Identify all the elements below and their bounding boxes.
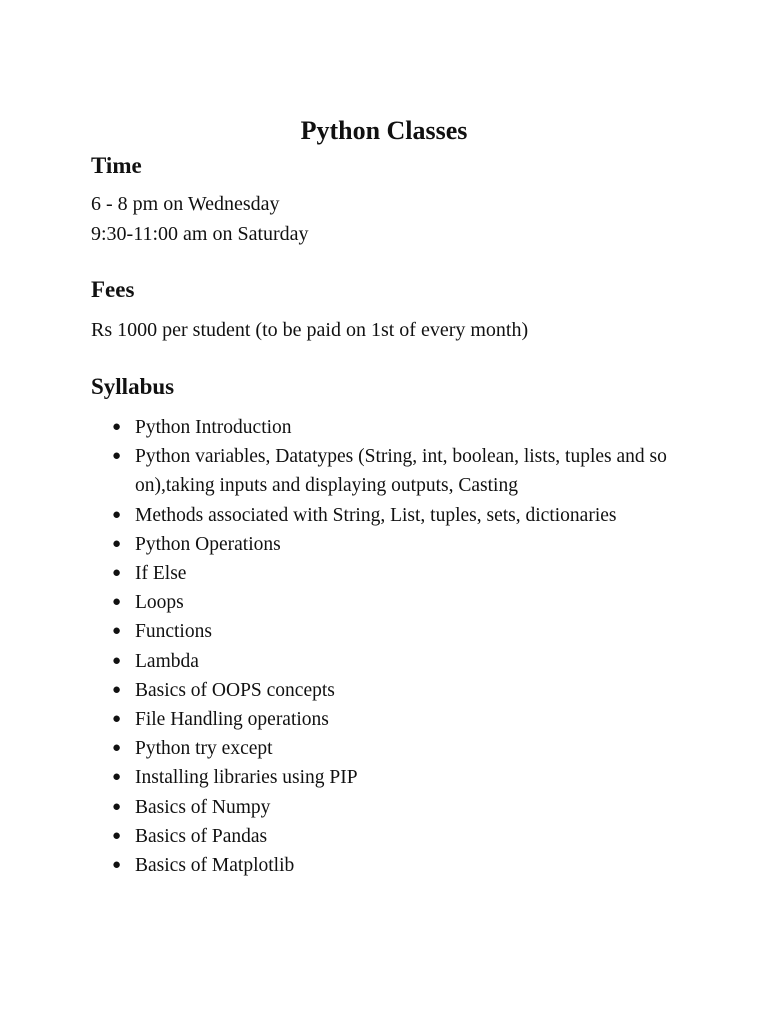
page-title: Python Classes — [300, 116, 468, 145]
list-item-text: Python try except — [135, 738, 273, 760]
bullet-icon: ● — [112, 740, 122, 757]
syllabus-list — [112, 413, 675, 880]
bullet-icon: ● — [112, 535, 122, 552]
list-item-text: Python Introduction — [135, 417, 292, 438]
bullet-icon: ● — [112, 769, 122, 786]
list-item — [112, 705, 675, 734]
fees-text: Rs 1000 per student (to be paid on 1st of every month) — [91, 319, 529, 341]
list-item — [112, 676, 675, 705]
list-item-text: Functions — [135, 621, 212, 643]
list-item — [112, 588, 675, 617]
list-item — [112, 793, 675, 822]
list-item — [112, 851, 675, 880]
time-heading: Time — [91, 153, 142, 178]
bullet-icon: ● — [112, 419, 122, 435]
list-item — [112, 501, 675, 530]
bullet-icon: ● — [112, 565, 122, 582]
syllabus-heading: Syllabus — [91, 374, 175, 399]
list-item — [112, 413, 675, 442]
list-item-text: Loops — [135, 592, 184, 614]
bullet-icon: ● — [112, 594, 122, 611]
list-item-text: Basics of Matplotlib — [135, 855, 295, 877]
bullet-icon: ● — [112, 623, 122, 640]
bullet-icon: ● — [112, 857, 122, 874]
time-line-wednesday: 6 - 8 pm on Wednesday — [91, 193, 280, 215]
time-line-saturday: 9:30-11:00 am on Saturday — [91, 223, 309, 245]
bullet-icon: ● — [112, 711, 122, 728]
list-item-text: Basics of OOPS concepts — [135, 679, 335, 701]
list-item-text: Lambda — [135, 650, 199, 672]
list-item — [112, 822, 675, 851]
list-item-text: File Handling operations — [135, 709, 329, 731]
bullet-icon: ● — [112, 652, 122, 669]
list-item — [112, 530, 675, 559]
bullet-icon: ● — [112, 506, 122, 523]
list-item-text: If Else — [135, 563, 187, 585]
bullet-icon: ● — [112, 798, 122, 815]
list-item-text: Installing libraries using PIP — [135, 767, 358, 789]
list-item-text: Python Operations — [135, 533, 281, 555]
list-item — [112, 617, 675, 646]
list-item — [112, 647, 675, 676]
list-item-text: Python variables, Datatypes (String, int, boolean, lists, tuples and so on),taking inputs and displaying outputs, Casting — [135, 446, 667, 497]
list-item-text: Basics of Pandas — [135, 825, 268, 847]
bullet-icon: ● — [112, 681, 122, 698]
bullet-icon: ● — [112, 448, 122, 465]
list-item — [112, 734, 675, 763]
list-item — [112, 442, 675, 500]
list-item — [112, 559, 675, 588]
list-item — [112, 763, 675, 792]
list-item-text: Methods associated with String, List, tuples, sets, dictionaries — [135, 504, 617, 526]
list-item-text: Basics of Numpy — [135, 796, 271, 818]
bullet-icon: ● — [112, 827, 122, 844]
fees-heading: Fees — [91, 277, 135, 302]
